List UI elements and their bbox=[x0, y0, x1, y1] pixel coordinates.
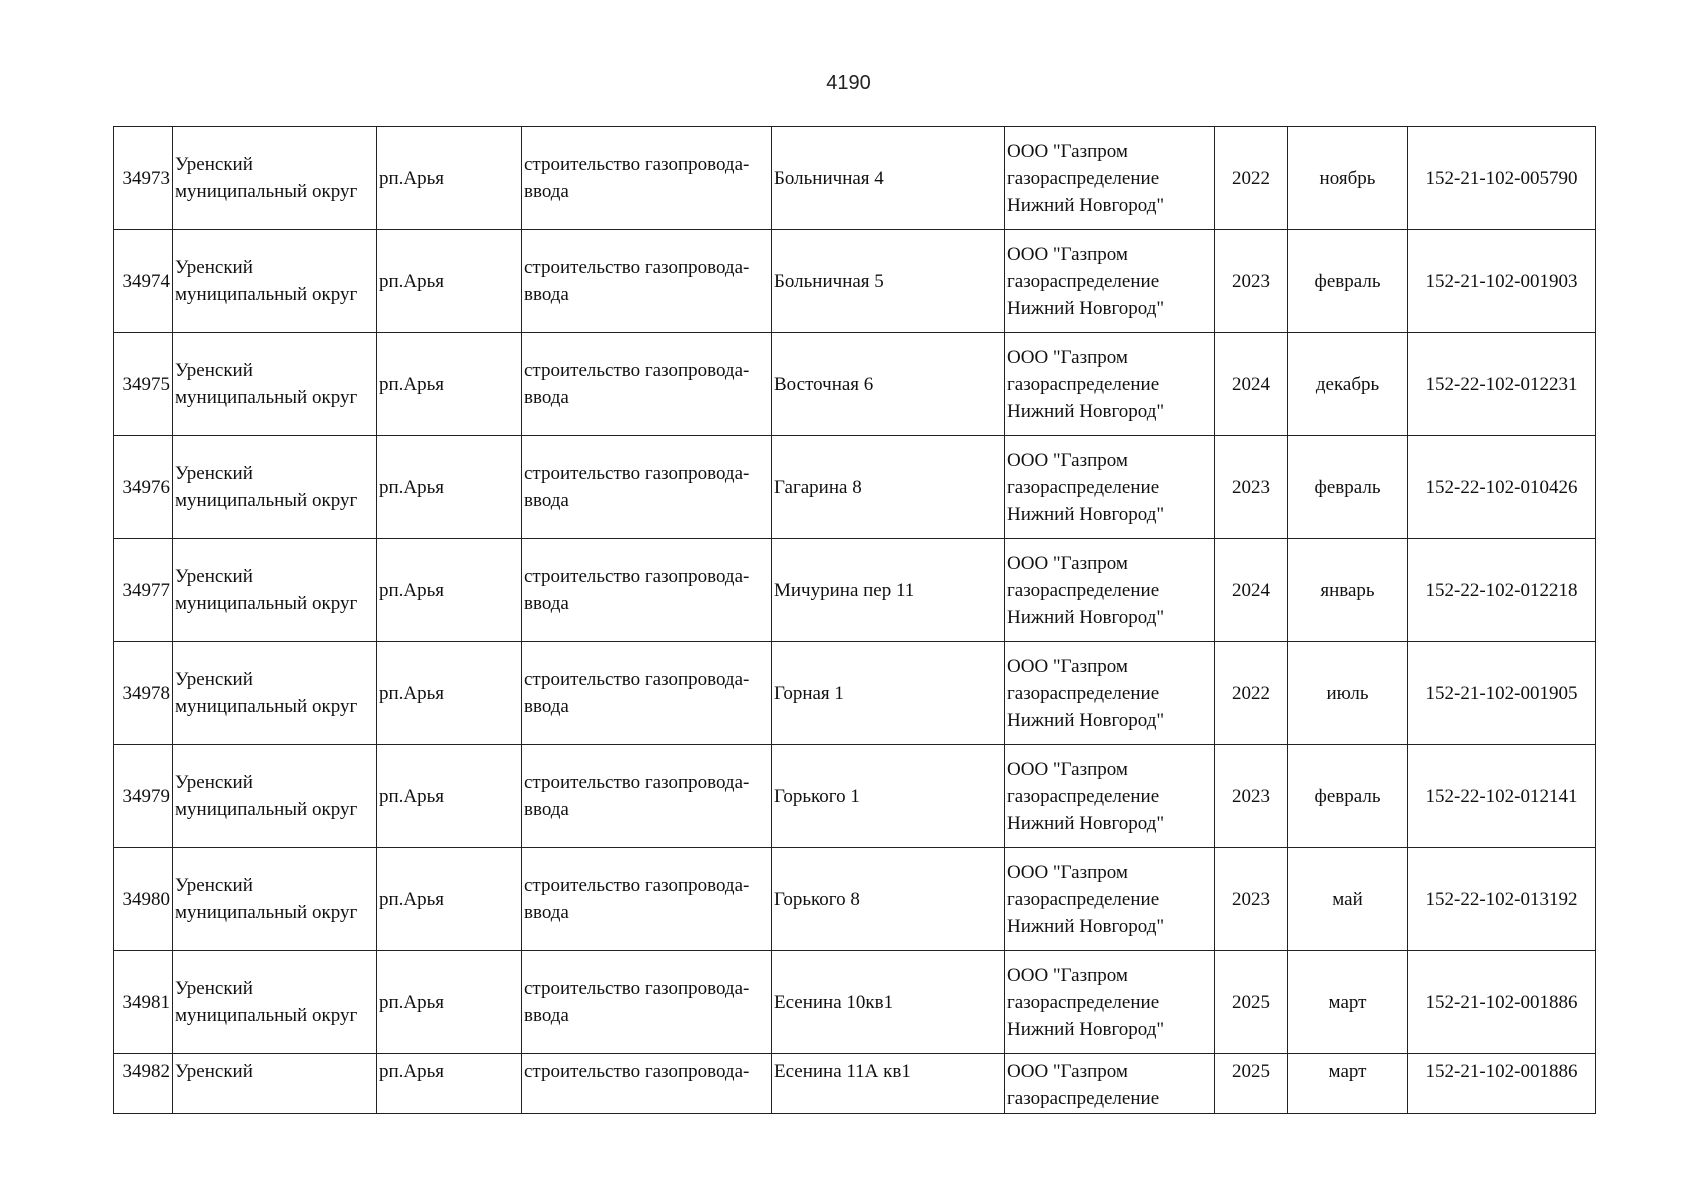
work-type-cell bbox=[522, 230, 772, 333]
organization-line1: ООО "Газпром bbox=[1007, 758, 1128, 780]
table-row bbox=[114, 745, 1596, 848]
work-type-line2: ввода bbox=[524, 284, 569, 305]
work-type-line1: строительство газопровода- bbox=[524, 875, 750, 896]
work-type-line2: ввода bbox=[524, 1005, 569, 1026]
organization-line1: ООО "Газпром bbox=[1007, 243, 1128, 265]
work-type-line1: строительство газопровода- bbox=[524, 772, 750, 793]
address-cell: Есенина 10кв1 bbox=[772, 951, 1005, 1054]
work-type-cell bbox=[522, 951, 772, 1054]
organization-line1: ООО "Газпром bbox=[1007, 552, 1128, 574]
district-type: муниципальный округ bbox=[175, 490, 358, 511]
organization-cell bbox=[1005, 333, 1215, 436]
record-number: 34975 bbox=[114, 333, 173, 436]
table-row bbox=[114, 642, 1596, 745]
month-cell: февраль bbox=[1288, 436, 1408, 539]
district-name: Уренский bbox=[175, 463, 253, 484]
settlement-cell: рп.Арья bbox=[377, 333, 522, 436]
address-cell: Горького 8 bbox=[772, 848, 1005, 951]
record-number: 34981 bbox=[114, 951, 173, 1054]
organization-cell bbox=[1005, 642, 1215, 745]
work-type-line1: строительство газопровода- bbox=[524, 669, 750, 690]
settlement-cell: рп.Арья bbox=[377, 745, 522, 848]
year-cell: 2025 bbox=[1215, 951, 1288, 1054]
district-type: муниципальный округ bbox=[175, 284, 358, 305]
district-cell bbox=[173, 951, 377, 1054]
district-cell bbox=[173, 745, 377, 848]
organization-cell bbox=[1005, 230, 1215, 333]
district-name: Уренский bbox=[175, 154, 253, 175]
address-cell: Больничная 4 bbox=[772, 127, 1005, 230]
settlement-cell: рп.Арья bbox=[377, 848, 522, 951]
code-cell: 152-21-102-001886 bbox=[1408, 951, 1596, 1054]
organization-line2: газораспределение bbox=[1007, 476, 1160, 498]
organization-line3: Нижний Новгород" bbox=[1007, 400, 1165, 422]
organization-line1: ООО "Газпром bbox=[1007, 861, 1128, 883]
settlement-cell: рп.Арья bbox=[377, 539, 522, 642]
work-type-line2: ввода bbox=[524, 902, 569, 923]
year-cell: 2023 bbox=[1215, 745, 1288, 848]
organization-line3: Нижний Новгород" bbox=[1007, 1018, 1165, 1040]
district-name: Уренский bbox=[175, 360, 253, 381]
work-type-line1: строительство газопровода- bbox=[524, 1061, 750, 1082]
code-cell: 152-21-102-001886 bbox=[1408, 1054, 1596, 1114]
district-type: муниципальный округ bbox=[175, 181, 358, 202]
district-name: Уренский bbox=[175, 669, 253, 690]
month-cell: март bbox=[1288, 1054, 1408, 1114]
address-cell: Мичурина пер 11 bbox=[772, 539, 1005, 642]
organization-line2: газораспределение bbox=[1007, 1088, 1160, 1109]
code-cell: 152-22-102-012218 bbox=[1408, 539, 1596, 642]
work-type-line2: ввода bbox=[524, 799, 569, 820]
organization-line3: Нижний Новгород" bbox=[1007, 915, 1165, 937]
organization-line3: Нижний Новгород" bbox=[1007, 503, 1165, 525]
record-number: 34978 bbox=[114, 642, 173, 745]
district-cell bbox=[173, 333, 377, 436]
record-number: 34982 bbox=[114, 1054, 173, 1114]
month-cell: март bbox=[1288, 951, 1408, 1054]
registry-table bbox=[113, 126, 1596, 1114]
work-type-line2: ввода bbox=[524, 490, 569, 511]
work-type-line1: строительство газопровода- bbox=[524, 566, 750, 587]
organization-line3: Нижний Новгород" bbox=[1007, 709, 1165, 731]
settlement-cell: рп.Арья bbox=[377, 230, 522, 333]
district-type: муниципальный округ bbox=[175, 799, 358, 820]
organization-cell bbox=[1005, 951, 1215, 1054]
organization-line2: газораспределение bbox=[1007, 991, 1160, 1013]
district-name: Уренский bbox=[175, 875, 253, 896]
table-row bbox=[114, 539, 1596, 642]
work-type-cell bbox=[522, 127, 772, 230]
district-cell bbox=[173, 127, 377, 230]
record-number: 34976 bbox=[114, 436, 173, 539]
district-name: Уренский bbox=[175, 772, 253, 793]
year-cell: 2023 bbox=[1215, 436, 1288, 539]
organization-line2: газораспределение bbox=[1007, 785, 1160, 807]
settlement-cell: рп.Арья bbox=[377, 642, 522, 745]
organization-line1: ООО "Газпром bbox=[1007, 346, 1128, 368]
district-name: Уренский bbox=[175, 566, 253, 587]
district-name: Уренский bbox=[175, 257, 253, 278]
organization-cell bbox=[1005, 127, 1215, 230]
district-cell bbox=[173, 848, 377, 951]
registry-body bbox=[114, 127, 1596, 1114]
address-cell: Гагарина 8 bbox=[772, 436, 1005, 539]
address-cell: Восточная 6 bbox=[772, 333, 1005, 436]
year-cell: 2025 bbox=[1215, 1054, 1288, 1114]
work-type-cell bbox=[522, 333, 772, 436]
month-cell: февраль bbox=[1288, 745, 1408, 848]
month-cell: январь bbox=[1288, 539, 1408, 642]
work-type-line1: строительство газопровода- bbox=[524, 360, 750, 381]
month-cell: декабрь bbox=[1288, 333, 1408, 436]
table-row bbox=[114, 230, 1596, 333]
organization-line1: ООО "Газпром bbox=[1007, 1061, 1128, 1082]
table-row bbox=[114, 951, 1596, 1054]
table-row-partial bbox=[114, 1054, 1596, 1114]
organization-line2: газораспределение bbox=[1007, 682, 1160, 704]
table-row bbox=[114, 848, 1596, 951]
address-cell: Больничная 5 bbox=[772, 230, 1005, 333]
settlement-cell: рп.Арья bbox=[377, 436, 522, 539]
year-cell: 2022 bbox=[1215, 642, 1288, 745]
district-cell bbox=[173, 539, 377, 642]
organization-line2: газораспределение bbox=[1007, 373, 1160, 395]
district-cell bbox=[173, 230, 377, 333]
month-cell: ноябрь bbox=[1288, 127, 1408, 230]
code-cell: 152-22-102-013192 bbox=[1408, 848, 1596, 951]
district-type: муниципальный округ bbox=[175, 593, 358, 614]
record-number: 34977 bbox=[114, 539, 173, 642]
code-cell: 152-22-102-012231 bbox=[1408, 333, 1596, 436]
work-type-line2: ввода bbox=[524, 181, 569, 202]
year-cell: 2023 bbox=[1215, 848, 1288, 951]
table-row bbox=[114, 436, 1596, 539]
code-cell: 152-21-102-001905 bbox=[1408, 642, 1596, 745]
record-number: 34974 bbox=[114, 230, 173, 333]
district-type: муниципальный округ bbox=[175, 902, 358, 923]
address-cell: Есенина 11А кв1 bbox=[772, 1054, 1005, 1114]
work-type-cell bbox=[522, 745, 772, 848]
year-cell: 2024 bbox=[1215, 333, 1288, 436]
code-cell: 152-22-102-010426 bbox=[1408, 436, 1596, 539]
work-type-cell bbox=[522, 848, 772, 951]
year-cell: 2024 bbox=[1215, 539, 1288, 642]
district-cell bbox=[173, 642, 377, 745]
work-type-line1: строительство газопровода- bbox=[524, 154, 750, 175]
year-cell: 2022 bbox=[1215, 127, 1288, 230]
organization-line2: газораспределение bbox=[1007, 888, 1160, 910]
district-name: Уренский bbox=[175, 978, 253, 999]
organization-cell bbox=[1005, 1054, 1215, 1114]
organization-cell bbox=[1005, 745, 1215, 848]
organization-line3: Нижний Новгород" bbox=[1007, 812, 1165, 834]
code-cell: 152-22-102-012141 bbox=[1408, 745, 1596, 848]
page-number: 4190 bbox=[826, 72, 871, 94]
work-type-line1: строительство газопровода- bbox=[524, 978, 750, 999]
district-name: Уренский bbox=[175, 1061, 253, 1082]
address-cell: Горького 1 bbox=[772, 745, 1005, 848]
record-number: 34973 bbox=[114, 127, 173, 230]
district-type: муниципальный округ bbox=[175, 1005, 358, 1026]
organization-line1: ООО "Газпром bbox=[1007, 655, 1128, 677]
organization-line3: Нижний Новгород" bbox=[1007, 194, 1165, 216]
district-cell bbox=[173, 1054, 377, 1114]
settlement-cell: рп.Арья bbox=[377, 127, 522, 230]
district-type: муниципальный округ bbox=[175, 387, 358, 408]
work-type-cell bbox=[522, 1054, 772, 1114]
organization-line1: ООО "Газпром bbox=[1007, 964, 1128, 986]
work-type-cell bbox=[522, 642, 772, 745]
work-type-cell bbox=[522, 436, 772, 539]
organization-line2: газораспределение bbox=[1007, 270, 1160, 292]
code-cell: 152-21-102-001903 bbox=[1408, 230, 1596, 333]
organization-line1: ООО "Газпром bbox=[1007, 449, 1128, 471]
work-type-cell bbox=[522, 539, 772, 642]
work-type-line2: ввода bbox=[524, 593, 569, 614]
organization-line3: Нижний Новгород" bbox=[1007, 297, 1165, 319]
month-cell: февраль bbox=[1288, 230, 1408, 333]
work-type-line1: строительство газопровода- bbox=[524, 257, 750, 278]
settlement-cell: рп.Арья bbox=[377, 1054, 522, 1114]
table-row bbox=[114, 333, 1596, 436]
month-cell: июль bbox=[1288, 642, 1408, 745]
settlement-cell: рп.Арья bbox=[377, 951, 522, 1054]
organization-line3: Нижний Новгород" bbox=[1007, 606, 1165, 628]
organization-line2: газораспределение bbox=[1007, 167, 1160, 189]
record-number: 34979 bbox=[114, 745, 173, 848]
organization-cell bbox=[1005, 848, 1215, 951]
organization-line1: ООО "Газпром bbox=[1007, 140, 1128, 162]
record-number: 34980 bbox=[114, 848, 173, 951]
work-type-line2: ввода bbox=[524, 696, 569, 717]
address-cell: Горная 1 bbox=[772, 642, 1005, 745]
district-type: муниципальный округ bbox=[175, 696, 358, 717]
organization-line2: газораспределение bbox=[1007, 579, 1160, 601]
month-cell: май bbox=[1288, 848, 1408, 951]
code-cell: 152-21-102-005790 bbox=[1408, 127, 1596, 230]
table-row bbox=[114, 127, 1596, 230]
work-type-line2: ввода bbox=[524, 387, 569, 408]
work-type-line1: строительство газопровода- bbox=[524, 463, 750, 484]
organization-cell bbox=[1005, 539, 1215, 642]
organization-cell bbox=[1005, 436, 1215, 539]
district-cell bbox=[173, 436, 377, 539]
year-cell: 2023 bbox=[1215, 230, 1288, 333]
